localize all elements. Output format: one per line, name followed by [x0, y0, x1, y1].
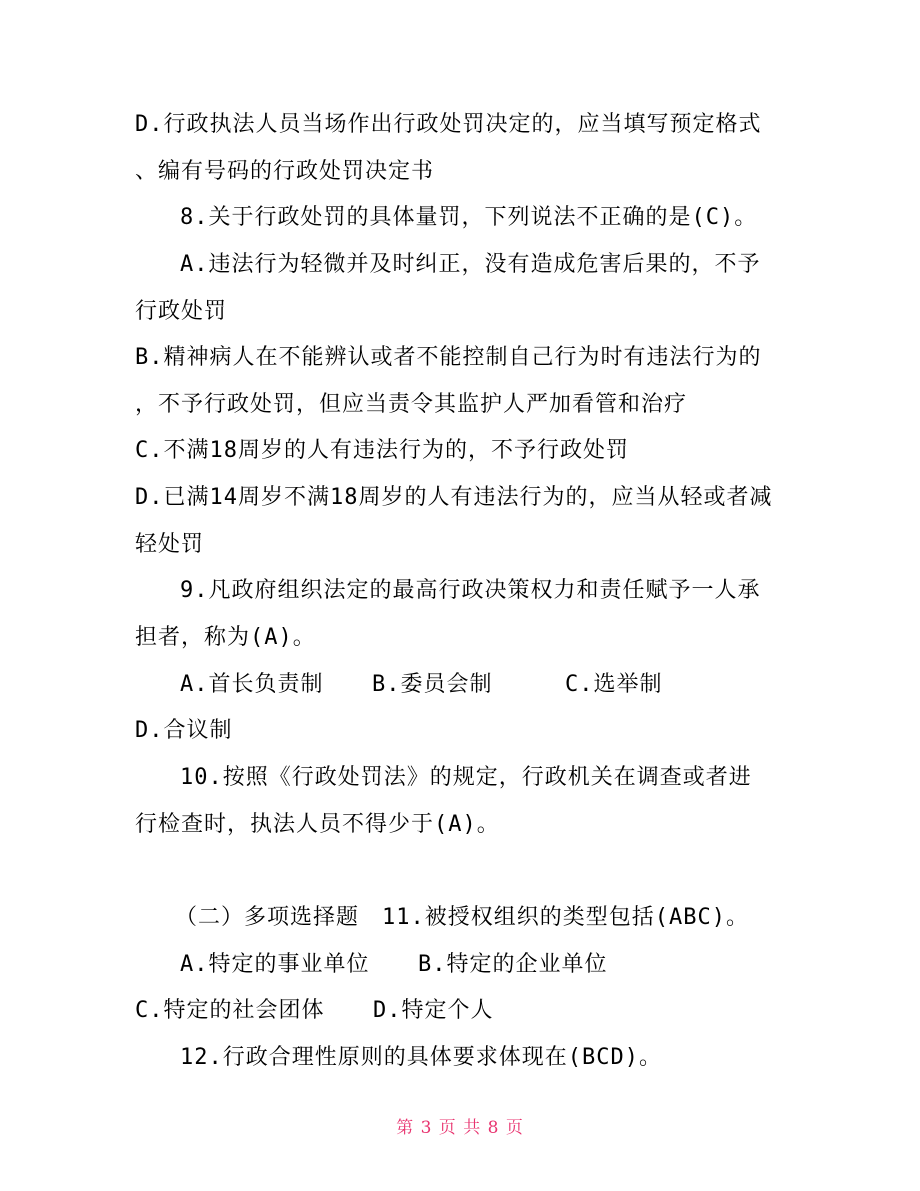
q11-option-d: D.特定个人 [373, 998, 494, 1023]
q9-option-c: C.选举制 [565, 672, 663, 697]
q9-option-a: A.首长负责制 [180, 672, 324, 697]
q8-option-d: D.已满14周岁不满18周岁的人有违法行为的，应当从轻或者减 [135, 485, 773, 510]
q11-option-a: A.特定的事业单位 [180, 952, 370, 977]
text-line: 行检查时，执法人员不得少于(A)。 [135, 812, 500, 837]
q8-option-b: B.精神病人在不能辨认或者不能控制自己行为时有违法行为的 [135, 345, 762, 370]
text-line: D.行政执法人员当场作出行政处罚决定的，应当填写预定格式 [135, 112, 762, 137]
q11-option-c: C.特定的社会团体 [135, 998, 325, 1023]
page-number-footer: 第 3 页 共 8 页 [396, 1118, 524, 1138]
text-line: 、编有号码的行政处罚决定书 [135, 159, 435, 184]
question-8: 8.关于行政处罚的具体量罚，下列说法不正确的是(C)。 [180, 205, 758, 230]
text-line: 行政处罚 [135, 299, 228, 324]
question-10: 10.按照《行政处罚法》的规定，行政机关在调查或者进 [180, 765, 752, 790]
question-12: 12.行政合理性原则的具体要求体现在(BCD)。 [180, 1045, 662, 1070]
text-line: 轻处罚 [135, 532, 205, 557]
text-line: ，不予行政处罚，但应当责令其监护人严加看管和治疗 [135, 392, 688, 417]
q8-option-a: A.违法行为轻微并及时纠正，没有造成危害后果的，不予 [180, 252, 761, 277]
q9-option-d: D.合议制 [135, 718, 233, 743]
q8-option-c: C.不满18周岁的人有违法行为的，不予行政处罚 [135, 438, 629, 463]
question-9: 9.凡政府组织法定的最高行政决策权力和责任赋予一人承 [180, 578, 761, 603]
text-line: 担者，称为(A)。 [135, 625, 316, 650]
section-heading-q11: （二）多项选择题 11.被授权组织的类型包括(ABC)。 [175, 905, 749, 930]
q11-option-b: B.特定的企业单位 [418, 952, 608, 977]
q9-option-b: B.委员会制 [372, 672, 493, 697]
